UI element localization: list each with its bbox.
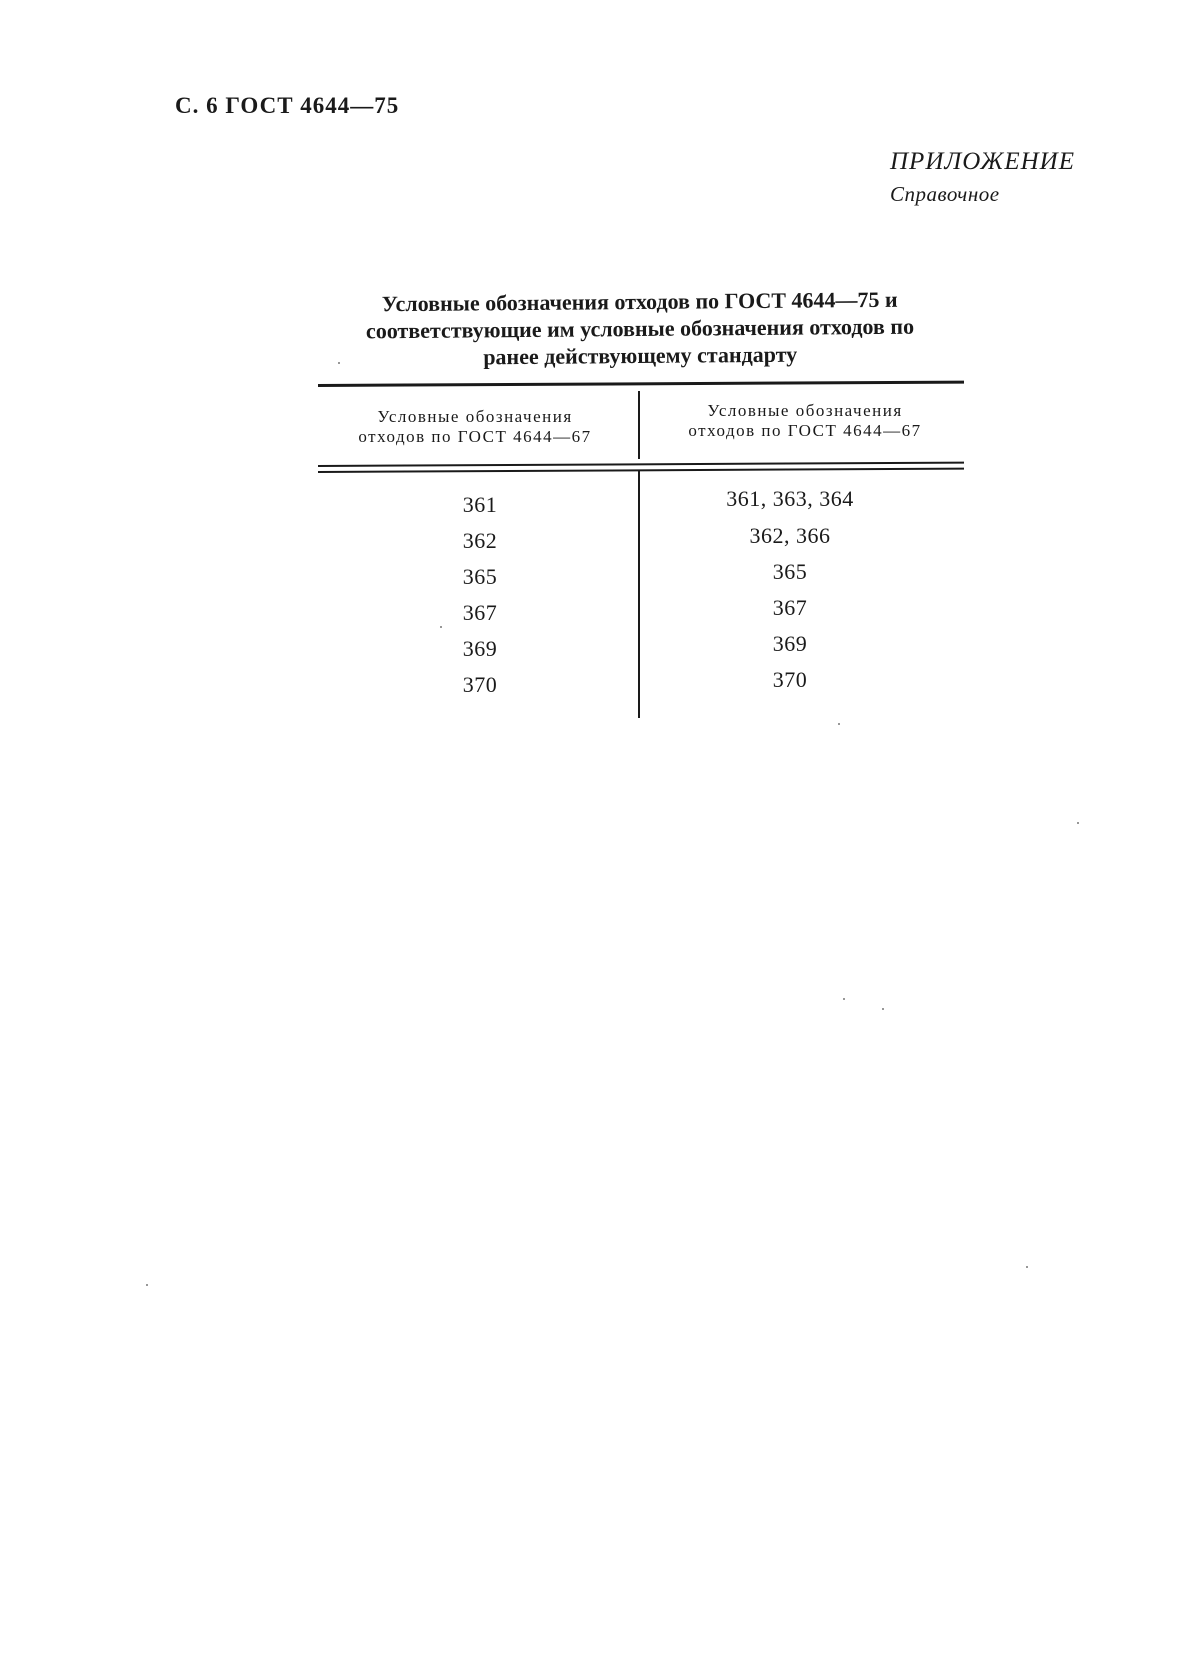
table-caption-line: Условные обозначения отходов по ГОСТ 4644—75 и xyxy=(381,286,898,317)
column-header-right-line: Условные обозначения xyxy=(707,401,903,420)
table-cell-left: 365 xyxy=(462,564,498,589)
column-header-left xyxy=(320,407,630,447)
page-header: С. 6 ГОСТ 4644—75 xyxy=(175,93,400,118)
scan-speck xyxy=(843,998,845,1000)
table-caption xyxy=(300,285,981,372)
table-cell-right: 365 xyxy=(772,559,808,584)
scan-speck xyxy=(882,1008,884,1010)
appendix-subtitle: Справочное xyxy=(890,182,1000,206)
appendix-title: ПРИЛОЖЕНИЕ xyxy=(890,148,1075,175)
scan-speck xyxy=(338,362,340,364)
column-header-left-line: Условные обозначения xyxy=(377,407,573,426)
table-cell-right: 361, 363, 364 xyxy=(726,486,854,511)
column-header-left-line: отходов по ГОСТ 4644—67 xyxy=(358,427,592,446)
table-cell-right: 370 xyxy=(772,667,808,692)
table-top-rule xyxy=(318,381,964,387)
table-cell-left: 362 xyxy=(462,528,498,553)
table-header-rule xyxy=(318,468,964,473)
table-cell-left: 361 xyxy=(462,492,498,517)
table-header-rule xyxy=(318,462,964,467)
table-caption-line: соответствующие им условные обозначения отходов по xyxy=(365,313,915,344)
column-header-right xyxy=(650,401,960,441)
table-cell-right: 362, 366 xyxy=(749,523,831,548)
table-cell-right: 369 xyxy=(772,631,808,656)
table-cell-left: 370 xyxy=(462,672,498,697)
table-cell-left: 367 xyxy=(462,600,498,625)
scan-speck xyxy=(838,723,840,725)
table-caption-line: ранее действующему стандарту xyxy=(483,341,798,370)
table-header-divider xyxy=(638,391,640,459)
table-cell-left: 369 xyxy=(462,636,498,661)
scan-speck xyxy=(1026,1266,1028,1268)
scan-speck xyxy=(440,626,442,628)
table-cell-right: 367 xyxy=(772,595,808,620)
table-body-divider xyxy=(638,470,640,718)
scan-speck xyxy=(1077,822,1079,824)
scan-speck xyxy=(146,1284,148,1286)
column-header-right-line: отходов по ГОСТ 4644—67 xyxy=(688,421,922,440)
